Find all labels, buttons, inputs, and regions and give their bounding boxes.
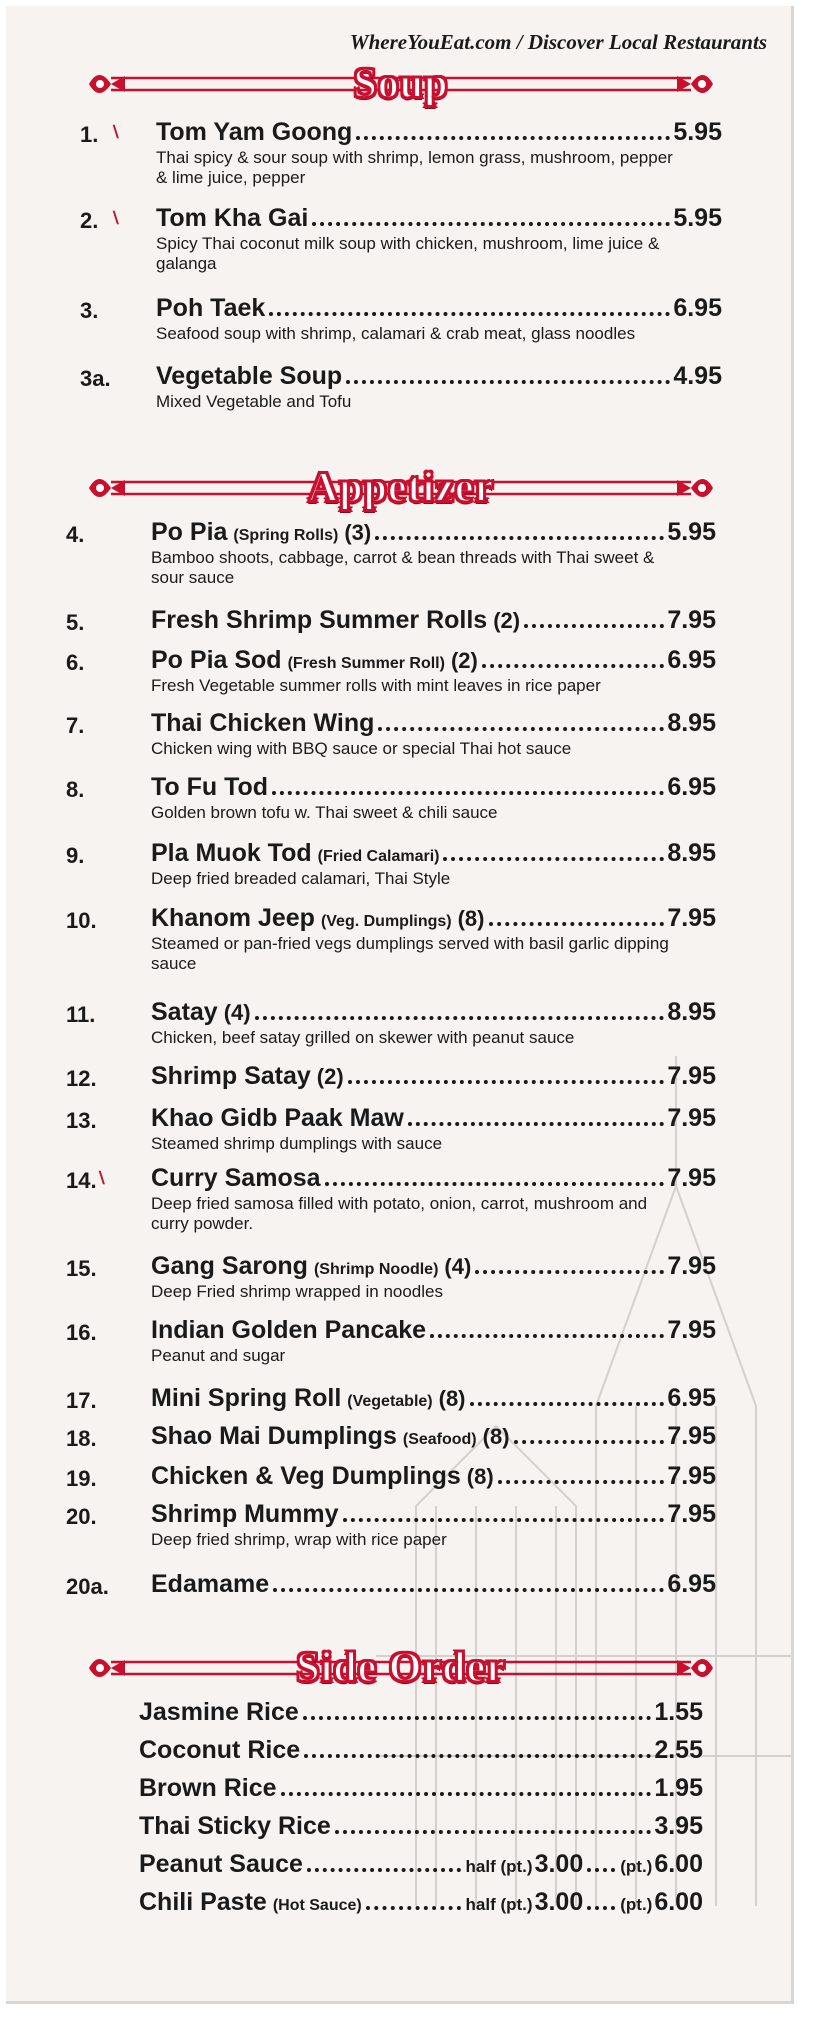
- item-number: 11.: [66, 1002, 96, 1027]
- item-name: Poh Taek: [156, 294, 266, 322]
- item-price: 7.95: [667, 1062, 716, 1090]
- item-price: 8.95: [667, 709, 716, 737]
- side-order-title: Side Order: [296, 1645, 506, 1691]
- item-line: [139, 1736, 703, 1765]
- item-description: Spicy Thai coconut milk soup with chicken, mushroom, lime juice & galanga: [156, 234, 660, 273]
- leader-dots: [378, 727, 664, 731]
- item-name: Khanom Jeep: [151, 904, 315, 932]
- item-line: [151, 518, 716, 547]
- item-price: 8.95: [667, 998, 716, 1026]
- item-line: [151, 1062, 716, 1091]
- item-line: [139, 1698, 703, 1727]
- leader-dots: [312, 222, 670, 226]
- item-description: Golden brown tofu w. Thai sweet & chili sauce: [151, 803, 498, 822]
- half-pint-price: 3.00: [534, 1850, 584, 1878]
- item-note: (Seafood): [402, 1431, 477, 1448]
- item-name: To Fu Tod: [151, 773, 269, 801]
- item-line: [151, 1104, 716, 1133]
- item-price: 7.95: [667, 1252, 716, 1280]
- item-name: Coconut Rice: [139, 1736, 301, 1764]
- side-order-banner: [81, 1640, 721, 1696]
- pint-price: 6.00: [654, 1888, 703, 1916]
- item-name: Thai Chicken Wing: [151, 709, 375, 737]
- item-number: 1.: [80, 122, 99, 147]
- leader-dots: [443, 857, 664, 861]
- leader-dots: [366, 1906, 461, 1910]
- item-name: Gang Sarong: [151, 1252, 308, 1280]
- item-price: 2.55: [654, 1736, 703, 1764]
- item-name: Edamame: [151, 1570, 270, 1598]
- item-number: 17.: [66, 1388, 97, 1413]
- item-price: 7.95: [667, 1500, 716, 1528]
- item-line: [151, 1316, 716, 1345]
- item-line: [151, 773, 716, 802]
- item-line: [156, 204, 722, 233]
- item-number: 20.: [66, 1504, 97, 1529]
- item-name: Khao Gidb Paak Maw: [151, 1104, 404, 1132]
- item-name: Vegetable Soup: [156, 362, 343, 390]
- item-line: [151, 1570, 716, 1599]
- item-quantity: (2): [493, 608, 521, 633]
- item-price: 5.95: [673, 118, 722, 146]
- leader-dots: [430, 1334, 664, 1338]
- item-price: 4.95: [673, 362, 722, 390]
- half-pint-label: half (pt.): [465, 1895, 533, 1914]
- item-description: Fresh Vegetable summer rolls with mint leaves in rice paper: [151, 676, 601, 695]
- item-quantity: (2): [316, 1064, 344, 1089]
- item-line: [151, 1252, 716, 1281]
- item-quantity: (3): [344, 520, 372, 545]
- item-number: 5.: [66, 610, 85, 635]
- item-note: (Shrimp Noodle): [313, 1261, 439, 1278]
- leader-dots: [375, 536, 664, 540]
- item-description: Steamed shrimp dumplings with sauce: [151, 1134, 443, 1153]
- item-quantity: (8): [457, 906, 485, 931]
- item-price: 7.95: [667, 1104, 716, 1132]
- item-number: 6.: [66, 650, 85, 675]
- item-line: [139, 1812, 703, 1841]
- item-quantity: (8): [466, 1464, 494, 1489]
- item-quantity: (2): [450, 648, 478, 673]
- appetizer-title: Appetizer: [307, 465, 495, 511]
- chili-pepper-icon: ∖: [96, 1170, 107, 1187]
- item-quantity: (4): [444, 1254, 472, 1279]
- item-number: 18.: [66, 1426, 97, 1451]
- item-note: (Fried Calamari): [317, 848, 440, 865]
- leader-dots: [524, 624, 664, 628]
- leader-dots: [255, 1016, 665, 1020]
- leader-dots: [335, 1830, 652, 1834]
- item-line: [156, 362, 722, 391]
- leader-dots: [356, 136, 670, 140]
- sauce-line: [139, 1888, 703, 1917]
- item-name: Mini Spring Roll: [151, 1384, 342, 1412]
- item-price: 7.95: [667, 1422, 716, 1450]
- item-number: 4.: [66, 522, 85, 547]
- item-description: Deep fried breaded calamari, Thai Style: [151, 869, 451, 888]
- item-number: 20a.: [66, 1574, 109, 1599]
- item-name: Curry Samosa: [151, 1164, 321, 1192]
- item-note: (Veg. Dumplings): [320, 913, 452, 930]
- item-line: [151, 904, 716, 933]
- item-number: 15.: [66, 1256, 97, 1281]
- item-note: (Hot Sauce): [272, 1897, 362, 1914]
- item-name: Shao Mai Dumplings: [151, 1422, 397, 1450]
- item-description: Deep fried shrimp, wrap with rice paper: [151, 1530, 447, 1549]
- appetizer-banner: [81, 460, 721, 516]
- item-line: [156, 294, 722, 323]
- item-line: [151, 709, 716, 738]
- leader-dots: [307, 1868, 461, 1872]
- leader-dots: [482, 664, 664, 668]
- chili-pepper-icon: ∖: [110, 210, 121, 227]
- pint-price: 6.00: [654, 1850, 703, 1878]
- item-name: Indian Golden Pancake: [151, 1316, 427, 1344]
- item-name: Chili Paste: [139, 1888, 267, 1916]
- leader-dots: [325, 1182, 665, 1186]
- item-note: (Fresh Summer Roll): [287, 655, 445, 672]
- leader-dots: [408, 1122, 664, 1126]
- item-number: 14.: [66, 1168, 97, 1193]
- leader-dots: [470, 1402, 665, 1406]
- item-description: Bamboo shoots, cabbage, carrot & bean threads with Thai sweet & sour sauce: [151, 548, 655, 587]
- leader-dots: [303, 1716, 652, 1720]
- item-description: Chicken, beef satay grilled on skewer with peanut sauce: [151, 1028, 575, 1047]
- leader-dots: [343, 1518, 665, 1522]
- item-price: 7.95: [667, 1462, 716, 1490]
- item-line: [139, 1774, 703, 1803]
- leader-dots: [281, 1792, 652, 1796]
- leader-dots: [346, 380, 670, 384]
- item-note: (Vegetable): [347, 1393, 433, 1410]
- item-price: 1.95: [654, 1774, 703, 1802]
- item-name: Brown Rice: [139, 1774, 277, 1802]
- leader-dots: [272, 791, 664, 795]
- sauce-line: [139, 1850, 703, 1879]
- item-price: 7.95: [667, 1164, 716, 1192]
- menu-page: [6, 6, 794, 2004]
- item-price: 5.95: [667, 518, 716, 546]
- item-number: 3a.: [80, 366, 111, 391]
- chili-pepper-icon: ∖: [110, 124, 121, 141]
- item-number: 8.: [66, 777, 85, 802]
- item-number: 7.: [66, 713, 85, 738]
- item-name: Fresh Shrimp Summer Rolls: [151, 606, 488, 634]
- item-quantity: (4): [223, 1000, 251, 1025]
- item-price: 6.95: [667, 1570, 716, 1598]
- item-quantity: (8): [482, 1424, 510, 1449]
- item-name: Tom Yam Goong: [156, 118, 353, 146]
- item-price: 6.95: [667, 1384, 716, 1412]
- item-price: 7.95: [667, 1316, 716, 1344]
- leader-dots: [587, 1868, 615, 1872]
- soup-title: Soup: [353, 61, 449, 107]
- item-name: Pla Muok Tod: [151, 839, 312, 867]
- leader-dots: [475, 1270, 664, 1274]
- item-quantity: (8): [438, 1386, 466, 1411]
- item-name: Tom Kha Gai: [156, 204, 309, 232]
- item-name: Jasmine Rice: [139, 1698, 299, 1726]
- item-price: 8.95: [667, 839, 716, 867]
- item-line: [151, 1462, 716, 1491]
- item-name: Thai Sticky Rice: [139, 1812, 331, 1840]
- item-name: Peanut Sauce: [139, 1850, 303, 1878]
- item-number: 16.: [66, 1320, 97, 1345]
- item-line: [151, 1164, 716, 1193]
- item-line: [151, 839, 716, 868]
- item-name: Shrimp Mummy: [151, 1500, 339, 1528]
- leader-dots: [489, 922, 665, 926]
- item-price: 3.95: [654, 1812, 703, 1840]
- item-price: 1.55: [654, 1698, 703, 1726]
- item-line: [156, 118, 722, 147]
- item-description: Thai spicy & sour soup with shrimp, lemon grass, mushroom, pepper & lime juice, pepper: [156, 148, 673, 187]
- item-price: 6.95: [667, 773, 716, 801]
- item-line: [151, 646, 716, 675]
- item-name: Satay: [151, 998, 218, 1026]
- leader-dots: [587, 1906, 615, 1910]
- item-number: 19.: [66, 1466, 97, 1491]
- item-name: Po Pia Sod: [151, 646, 282, 674]
- item-price: 5.95: [673, 204, 722, 232]
- item-number: 2.: [80, 208, 99, 233]
- item-price: 6.95: [673, 294, 722, 322]
- pint-label: (pt.): [620, 1857, 653, 1876]
- half-pint-price: 3.00: [534, 1888, 584, 1916]
- leader-dots: [304, 1754, 651, 1758]
- item-line: [151, 1384, 716, 1413]
- item-price: 6.95: [667, 646, 716, 674]
- item-price: 7.95: [667, 606, 716, 634]
- item-line: [151, 998, 716, 1027]
- leader-dots: [498, 1480, 665, 1484]
- leader-dots: [348, 1080, 665, 1084]
- pint-label: (pt.): [620, 1895, 653, 1914]
- item-price: 7.95: [667, 904, 716, 932]
- soup-banner: [81, 56, 721, 112]
- item-line: [151, 606, 716, 635]
- item-description: Deep fried samosa filled with potato, onion, carrot, mushroom and curry powder.: [151, 1194, 648, 1233]
- item-name: Po Pia: [151, 518, 228, 546]
- item-line: [151, 1500, 716, 1529]
- item-name: Chicken & Veg Dumplings: [151, 1462, 461, 1490]
- item-description: Seafood soup with shrimp, calamari & crab meat, glass noodles: [156, 324, 636, 343]
- leader-dots: [269, 312, 670, 316]
- item-description: Deep Fried shrimp wrapped in noodles: [151, 1282, 443, 1301]
- item-number: 13.: [66, 1108, 97, 1133]
- item-line: [151, 1422, 716, 1451]
- item-number: 10.: [66, 908, 97, 933]
- item-note: (Spring Rolls): [233, 527, 339, 544]
- item-number: 3.: [80, 298, 99, 323]
- item-description: Mixed Vegetable and Tofu: [156, 392, 352, 411]
- half-pint-label: half (pt.): [465, 1857, 533, 1876]
- item-description: Chicken wing with BBQ sauce or special Thai hot sauce: [151, 739, 572, 758]
- item-number: 12.: [66, 1066, 97, 1091]
- leader-dots: [273, 1588, 664, 1592]
- item-name: Shrimp Satay: [151, 1062, 311, 1090]
- leader-dots: [514, 1440, 665, 1444]
- site-header: WhereYouEat.com / Discover Local Restaurants: [349, 30, 767, 54]
- item-number: 9.: [66, 843, 85, 868]
- item-description: Peanut and sugar: [151, 1346, 286, 1365]
- item-description: Steamed or pan-fried vegs dumplings served with basil garlic dipping sauce: [151, 934, 669, 973]
